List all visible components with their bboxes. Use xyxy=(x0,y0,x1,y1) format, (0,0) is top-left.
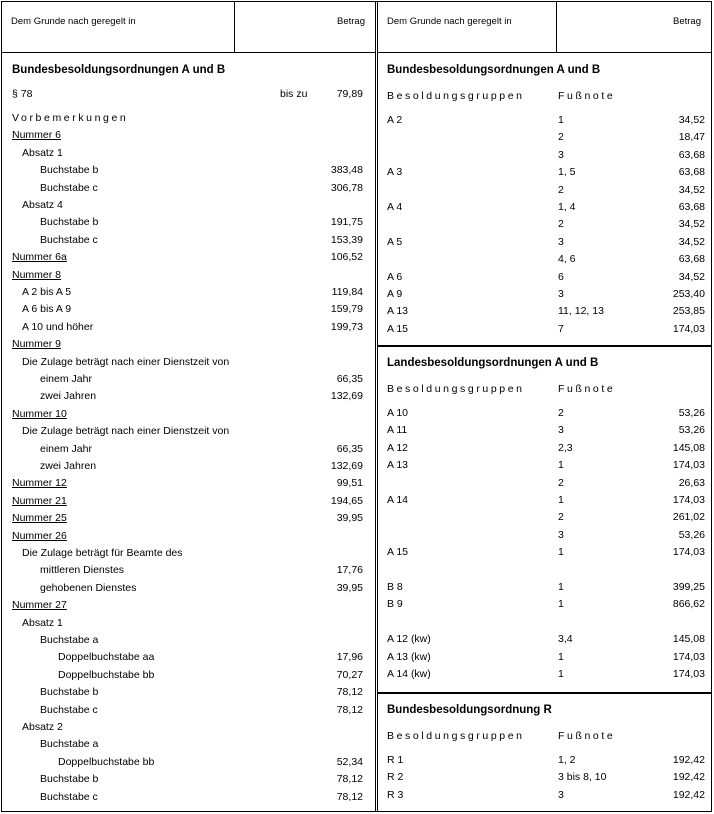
row-fussnote: 2 xyxy=(558,218,564,231)
row-betrag: 174,03 xyxy=(672,546,705,559)
left-section-title: Bundesbesoldungsordnungen A und B xyxy=(12,64,226,76)
row-fussnote: 2,3 xyxy=(558,441,573,454)
row-gruppe: A 3 xyxy=(387,166,403,179)
left-row-label: Buchstabe a xyxy=(40,634,99,646)
row-betrag: 174,03 xyxy=(672,459,705,472)
header-divider-right xyxy=(556,2,557,52)
row-fussnote: 6 xyxy=(558,270,564,283)
left-row-value: 153,39 xyxy=(330,233,363,246)
left-row-label: Nummer 6a xyxy=(12,251,67,264)
row-fussnote: 2 xyxy=(558,476,564,489)
row-fussnote: 1, 4 xyxy=(558,201,576,213)
row-gruppe: A 12 (kw) xyxy=(387,633,431,646)
row-gruppe: A 9 xyxy=(387,288,403,300)
left-row-label: Buchstabe a xyxy=(40,738,99,751)
left-row-value: 132,69 xyxy=(330,460,363,472)
left-row-value: 78,12 xyxy=(336,773,363,786)
left-row-label: zwei Jahren xyxy=(40,390,97,403)
row-betrag: 192,42 xyxy=(672,754,705,766)
left-row-value: 39,95 xyxy=(336,581,363,594)
row-fussnote: 3 xyxy=(558,528,564,541)
column-header-gruppe: Besoldungsgruppen xyxy=(387,90,525,102)
left-row-value: 70,27 xyxy=(336,668,363,681)
row-betrag: 63,68 xyxy=(678,166,705,179)
row-gruppe: B 9 xyxy=(387,598,403,611)
row-betrag: 192,42 xyxy=(672,771,705,784)
row-betrag: 192,42 xyxy=(672,788,705,801)
left-row-value: 78,12 xyxy=(336,703,363,716)
left-row-label: Buchstabe b xyxy=(40,164,99,177)
right-section xyxy=(378,692,711,801)
left-row-label: gehobenen Dienstes xyxy=(40,581,137,594)
left-row-label: Absatz 1 xyxy=(22,146,63,159)
right-header xyxy=(378,2,711,53)
row-fussnote: 1, 5 xyxy=(558,166,576,179)
row-gruppe: A 12 xyxy=(387,441,409,454)
row-fussnote: 3,4 xyxy=(558,633,573,646)
left-row-label: Doppelbuchstabe bb xyxy=(58,755,155,768)
row-fussnote: 1 xyxy=(558,546,564,559)
row-gruppe: A 11 xyxy=(387,424,408,437)
para-value: 79,89 xyxy=(336,88,363,100)
column-header-fussnote: Fußnote xyxy=(558,383,616,395)
row-fussnote: 1 xyxy=(558,598,564,611)
row-betrag: 18,47 xyxy=(678,131,705,144)
row-fussnote: 3 xyxy=(558,235,564,248)
row-betrag: 53,26 xyxy=(678,528,705,541)
left-row-value: 66,35 xyxy=(336,373,363,385)
left-row-label: einem Jahr xyxy=(40,442,92,455)
row-betrag: 866,62 xyxy=(672,598,705,611)
row-betrag: 26,63 xyxy=(678,476,705,489)
left-row-value: 52,34 xyxy=(336,755,363,768)
column-header-gruppe: Besoldungsgruppen xyxy=(387,383,525,395)
row-betrag: 253,85 xyxy=(672,305,705,318)
left-row-label: Nummer 9 xyxy=(12,338,62,351)
left-row-label: Vorbemerkungen xyxy=(12,112,129,124)
column-header-fussnote: Fußnote xyxy=(558,730,616,742)
right-section-title: Bundesbesoldungsordnung R xyxy=(387,704,552,716)
left-row-label: Absatz 1 xyxy=(22,616,63,629)
row-fussnote: 2 xyxy=(558,183,564,196)
left-row-label: Buchstabe b xyxy=(40,773,99,786)
left-row-label: Nummer 25 xyxy=(12,512,67,525)
row-gruppe: R 2 xyxy=(387,771,404,784)
left-row-label: Nummer 10 xyxy=(12,407,67,420)
left-row-label: mittleren Dienstes xyxy=(40,564,125,577)
row-betrag: 34,52 xyxy=(678,270,705,283)
row-betrag: 53,26 xyxy=(678,424,705,437)
row-fussnote: 7 xyxy=(558,322,564,335)
row-gruppe: R 3 xyxy=(387,788,404,801)
row-fussnote: 2 xyxy=(558,407,564,419)
para-label: § 78 xyxy=(12,88,33,100)
row-gruppe: A 15 xyxy=(387,322,409,335)
left-row-label: einem Jahr xyxy=(40,373,92,385)
row-betrag: 174,03 xyxy=(672,668,705,680)
row-betrag: 63,68 xyxy=(678,253,705,266)
row-betrag: 53,26 xyxy=(678,407,705,419)
row-betrag: 34,52 xyxy=(678,183,705,196)
right-section-title: Bundesbesoldungsordnungen A und B xyxy=(387,64,601,76)
left-row-label: Die Zulage beträgt für Beamte des xyxy=(22,547,183,559)
row-fussnote: 1 xyxy=(558,459,564,472)
row-betrag: 145,08 xyxy=(672,633,705,646)
header-grundlage: Dem Grunde nach geregelt in xyxy=(11,16,136,27)
row-gruppe: R 1 xyxy=(387,754,404,766)
left-row-label: Buchstabe c xyxy=(40,790,98,803)
left-column xyxy=(2,2,376,811)
row-betrag: 174,03 xyxy=(672,494,705,506)
row-fussnote: 1 xyxy=(558,668,564,680)
left-row-value: 39,95 xyxy=(336,512,363,525)
left-row-value: 119,84 xyxy=(331,286,363,298)
row-fussnote: 1 xyxy=(558,114,564,126)
column-header-gruppe: Besoldungsgruppen xyxy=(387,730,525,742)
header-betrag: Betrag xyxy=(337,16,365,27)
header-grundlage-right: Dem Grunde nach geregelt in xyxy=(387,16,512,27)
left-row-label: Buchstabe b xyxy=(40,216,99,229)
row-gruppe: A 2 xyxy=(387,114,403,126)
left-row-label: Die Zulage beträgt nach einer Dienstzeit von xyxy=(22,355,230,368)
left-row-label: A 2 bis A 5 xyxy=(22,286,72,298)
row-fussnote: 1 xyxy=(558,650,564,663)
column-header-fussnote: Fußnote xyxy=(558,90,616,102)
left-row-label: Nummer 6 xyxy=(12,129,62,142)
left-row-value: 99,51 xyxy=(336,477,363,490)
row-gruppe: A 6 xyxy=(387,270,403,283)
left-row-value: 194,65 xyxy=(330,494,363,507)
right-section-title: Landesbesoldungsordnungen A und B xyxy=(387,357,599,369)
left-row-label: Doppelbuchstabe bb xyxy=(58,668,155,681)
row-fussnote: 11, 12, 13 xyxy=(558,305,604,318)
row-fussnote: 3 xyxy=(558,288,564,300)
header-betrag-right: Betrag xyxy=(673,16,701,27)
row-fussnote: 3 xyxy=(558,148,564,161)
row-betrag: 174,03 xyxy=(672,650,705,663)
left-row-label: Doppelbuchstabe aa xyxy=(58,651,155,664)
left-row-value: 191,75 xyxy=(330,216,363,229)
row-gruppe: A 14 (kw) xyxy=(387,668,431,680)
left-row-value: 106,52 xyxy=(330,251,363,264)
row-fussnote: 3 xyxy=(558,424,564,437)
left-row-label: Buchstabe c xyxy=(40,233,98,246)
row-betrag: 399,25 xyxy=(672,581,705,593)
left-row-label: Absatz 2 xyxy=(22,721,63,733)
right-column xyxy=(377,2,711,811)
row-betrag: 253,40 xyxy=(672,288,705,300)
left-row-label: Absatz 4 xyxy=(22,199,63,211)
left-row-value: 66,35 xyxy=(336,442,363,455)
left-row-value: 78,12 xyxy=(336,686,363,699)
row-fussnote: 4, 6 xyxy=(558,253,576,266)
row-gruppe: A 5 xyxy=(387,235,403,248)
row-fussnote: 3 xyxy=(558,788,564,801)
left-row-value: 17,76 xyxy=(336,564,363,577)
row-fussnote: 2 xyxy=(558,511,564,524)
row-betrag: 63,68 xyxy=(678,201,705,213)
left-row-value: 383,48 xyxy=(330,164,363,177)
left-row-label: Buchstabe b xyxy=(40,686,99,699)
row-betrag: 261,02 xyxy=(672,511,705,524)
left-row-value: 17,96 xyxy=(336,651,363,664)
row-betrag: 174,03 xyxy=(672,322,705,335)
left-row-label: Nummer 26 xyxy=(12,529,67,542)
left-row-label: Buchstabe c xyxy=(40,181,98,194)
left-row-label: Nummer 27 xyxy=(12,599,67,612)
left-row-label: A 10 und höher xyxy=(22,320,94,333)
row-gruppe: A 4 xyxy=(387,201,403,213)
row-betrag: 34,52 xyxy=(678,114,705,126)
row-betrag: 34,52 xyxy=(678,218,705,231)
row-gruppe: A 13 (kw) xyxy=(387,650,431,663)
left-row-label: zwei Jahren xyxy=(40,460,97,472)
left-row-value: 132,69 xyxy=(330,390,363,403)
left-row-label: Nummer 8 xyxy=(12,268,62,281)
left-row-label: Nummer 21 xyxy=(12,494,67,507)
left-row-value: 199,73 xyxy=(330,320,363,333)
row-gruppe: A 13 xyxy=(387,305,409,318)
row-gruppe: A 14 xyxy=(387,494,409,506)
left-row-value: 306,78 xyxy=(330,181,363,194)
row-gruppe: A 13 xyxy=(387,459,409,472)
para-qualifier: bis zu xyxy=(280,88,308,100)
row-fussnote: 1, 2 xyxy=(558,754,576,766)
row-betrag: 145,08 xyxy=(672,441,705,454)
row-betrag: 63,68 xyxy=(678,148,705,161)
row-gruppe: A 10 xyxy=(387,407,409,419)
left-row-label: A 6 bis A 9 xyxy=(22,303,72,316)
row-fussnote: 3 bis 8, 10 xyxy=(558,771,607,784)
row-fussnote: 2 xyxy=(558,131,564,144)
left-row-label: Die Zulage beträgt nach einer Dienstzeit von xyxy=(22,425,230,438)
left-header xyxy=(2,2,375,53)
row-fussnote: 1 xyxy=(558,494,564,506)
row-gruppe: A 15 xyxy=(387,546,409,559)
row-gruppe: B 8 xyxy=(387,581,403,593)
row-betrag: 34,52 xyxy=(678,235,705,248)
left-row-value: 78,12 xyxy=(336,790,363,803)
header-divider xyxy=(234,2,235,52)
document-page xyxy=(1,1,712,812)
left-row-value: 159,79 xyxy=(330,303,363,316)
right-section xyxy=(378,345,711,680)
left-row-label: Nummer 12 xyxy=(12,477,67,490)
left-row-label: Buchstabe c xyxy=(40,703,98,716)
row-fussnote: 1 xyxy=(558,581,564,593)
